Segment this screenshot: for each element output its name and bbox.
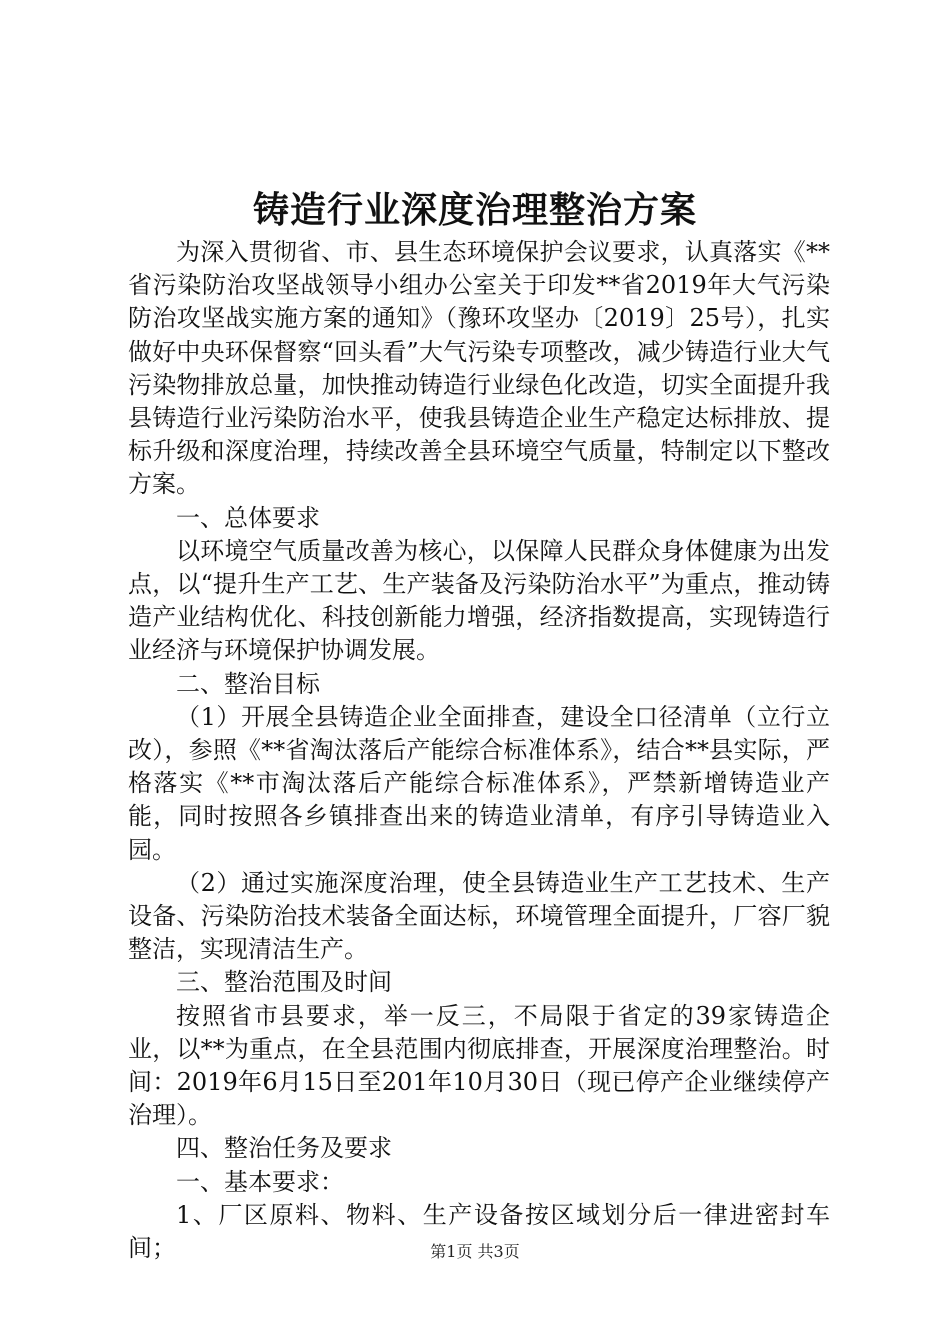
requirement-item-1: 1、厂区原料、物料、生产设备按区域划分后一律进密封车间； — [128, 1200, 830, 1263]
target-item-2: （2）通过实施深度治理，使全县铸造业生产工艺技术、生产设备、污染防治技术装备全面达标，环境管理全面提升，厂容厂貌整洁，实现清洁生产。 — [128, 868, 830, 964]
target-item-1: （1）开展全县铸造企业全面排查，建设全口径清单（立行立改），参照《**省淘汰落后产能综合标准体系》，结合**县实际，严格落实《**市淘汰落后产能综合标准体系》，严禁新增铸造业产能，同时按照各乡镇排查出来的铸造业清单，有序引导铸造业入园。 — [128, 702, 830, 864]
section-heading-tasks: 四、整治任务及要求 — [176, 1134, 392, 1163]
page-footer: 第1页 共3页 — [430, 1242, 520, 1261]
scope-and-time-paragraph: 按照省市县要求，举一反三，不局限于省定的39家铸造企业，以**为重点，在全县范围内彻底排查，开展深度治理整治。时间：2019年6月15日至201年10月30日（现已停产企业继续停产治理）。 — [128, 1001, 830, 1130]
intro-paragraph: 为深入贯彻省、市、县生态环境保护会议要求，认真落实《**省污染防治攻坚战领导小组办公室关于印发**省2019年大气污染防治攻坚战实施方案的通知》（豫环攻坚办〔2019〕25号），扎实做好中央环保督察“回头看”大气污染专项整改，减少铸造行业大气污染物排放总量，加快推动铸造行业绿色化改造，切实全面提升我县铸造行业污染防治水平，使我县铸造企业生产稳定达标排放、提标升级和深度治理，持续改善全县环境空气质量，特制定以下整改方案。 — [128, 238, 830, 499]
section-heading-scope-and-time: 三、整治范围及时间 — [176, 968, 392, 997]
section-heading-targets: 二、整治目标 — [176, 669, 320, 698]
subsection-heading-basic-requirements: 一、基本要求： — [176, 1167, 344, 1196]
document-body — [128, 236, 830, 1265]
general-requirements-paragraph: 以环境空气质量改善为核心，以保障人民群众身体健康为出发点，以“提升生产工艺、生产装备及污染防治水平”为重点，推动铸造产业结构优化、科技创新能力增强，经济指数提高，实现铸造行业经济与环境保护协调发展。 — [128, 536, 830, 665]
section-heading-general-requirements: 一、总体要求 — [176, 503, 320, 532]
document-title: 铸造行业深度治理整治方案 — [252, 189, 697, 231]
